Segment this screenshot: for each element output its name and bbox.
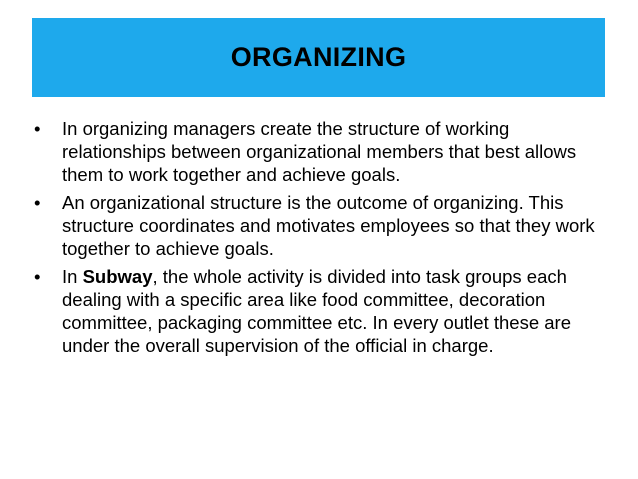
- title-banner: [32, 18, 605, 97]
- bullet-icon: •: [34, 192, 41, 213]
- bullet-icon: •: [34, 266, 41, 287]
- bullet-list: [34, 117, 604, 362]
- bullet-item: [34, 265, 604, 357]
- slide-title: ORGANIZING: [230, 42, 407, 72]
- bullet-text-bold: Subway: [82, 266, 153, 287]
- bullet-text: In organizing managers create the structure of working relationships between organizational members that best allows them to work together and achieve goals.: [62, 118, 577, 185]
- bullet-item: [34, 117, 604, 186]
- bullet-text-prefix: In: [62, 266, 83, 287]
- bullet-text-suffix: , the whole activity is divided into task groups each dealing with a specific area like food committee, decoration committee, packaging committee etc. In every outlet these are under the overall supervision of the official in charge.: [62, 266, 571, 356]
- bullet-icon: •: [34, 118, 41, 139]
- bullet-text: An organizational structure is the outcome of organizing. This structure coordinates and motivates employees so that they work together to achieve goals.: [62, 192, 595, 259]
- bullet-item: [34, 191, 604, 260]
